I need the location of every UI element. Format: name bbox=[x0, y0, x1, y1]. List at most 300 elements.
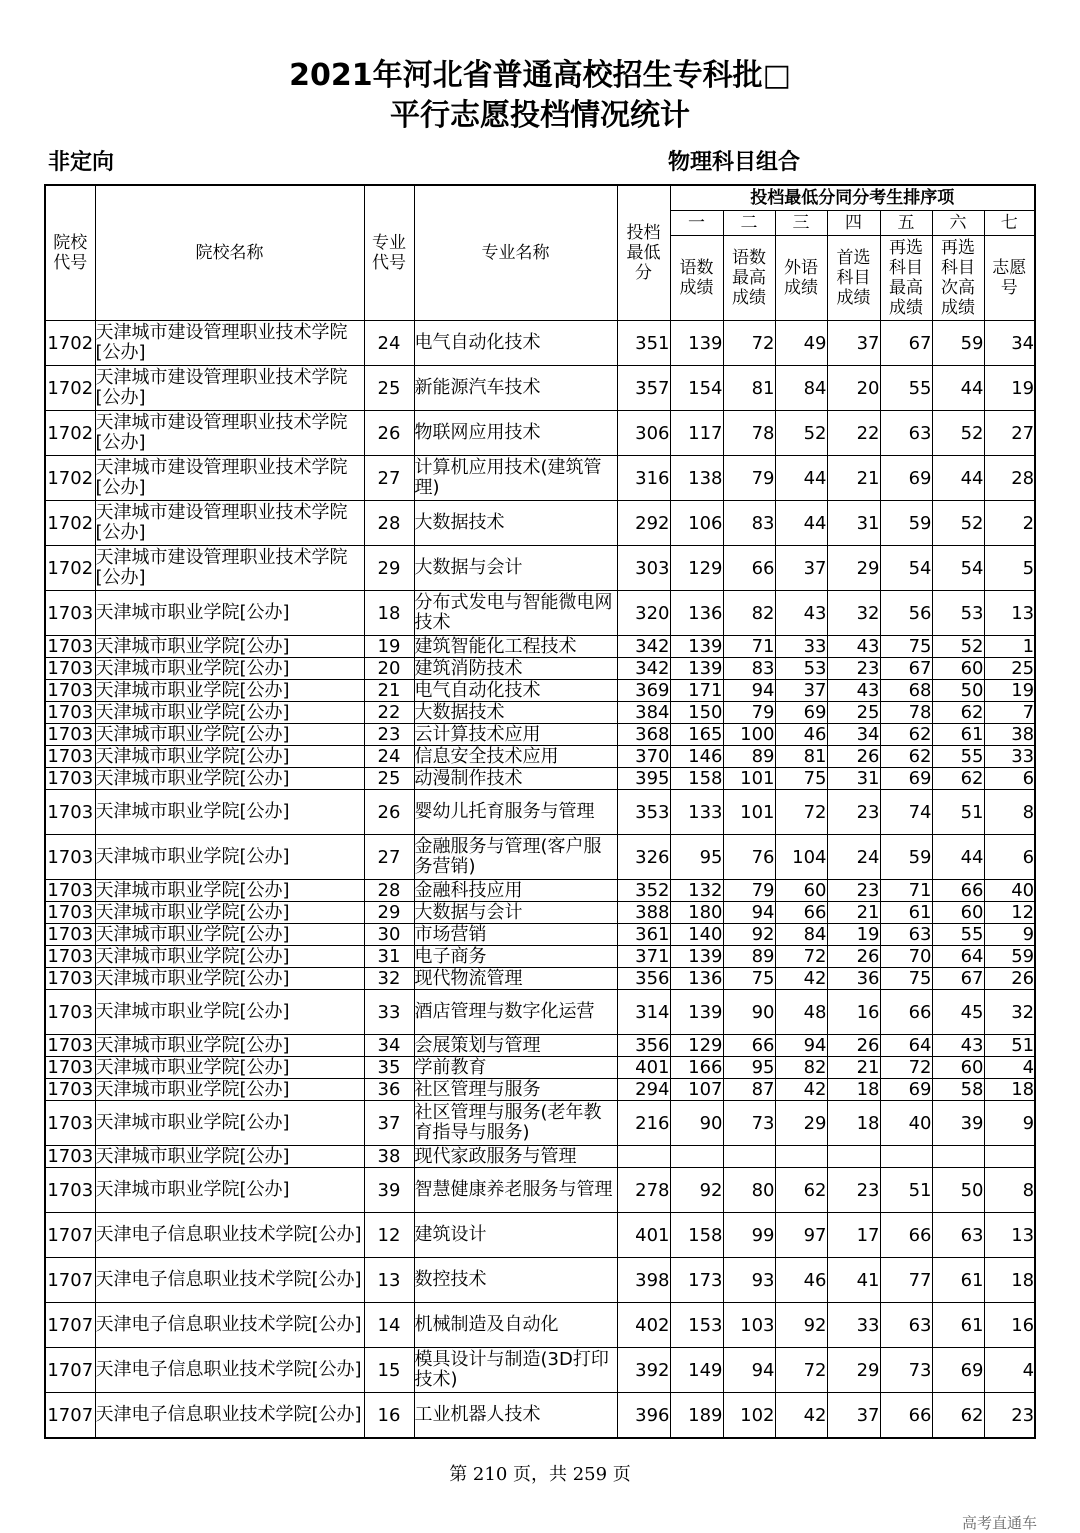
major-name-cell: 大数据技术 bbox=[414, 702, 617, 724]
header-sub-5: 再选科目最高成绩 bbox=[880, 236, 932, 321]
tiebreak-cell-2: 75 bbox=[723, 968, 775, 990]
table-row bbox=[45, 456, 1035, 501]
header-order-5: 五 bbox=[880, 211, 932, 236]
tiebreak-cell-7: 32 bbox=[984, 990, 1035, 1035]
tiebreak-cell-1: 107 bbox=[670, 1079, 723, 1101]
tiebreak-cell-6: 51 bbox=[932, 790, 984, 835]
tiebreak-cell-1: 106 bbox=[670, 501, 723, 546]
header-sub-6: 再选科目次高成绩 bbox=[932, 236, 984, 321]
tiebreak-cell-3: 72 bbox=[775, 946, 827, 968]
major-code-cell: 18 bbox=[364, 591, 414, 636]
page-title-line1: 2021年河北省普通高校招生专科批□ bbox=[289, 58, 791, 93]
tiebreak-cell-3: 37 bbox=[775, 680, 827, 702]
tiebreak-cell-1: 140 bbox=[670, 924, 723, 946]
tiebreak-cell-1: 173 bbox=[670, 1258, 723, 1303]
table-row bbox=[45, 591, 1035, 636]
school-code-cell: 1703 bbox=[45, 636, 95, 658]
tiebreak-cell-5: 63 bbox=[880, 924, 932, 946]
min-score-cell: 402 bbox=[617, 1303, 670, 1348]
min-score-cell: 342 bbox=[617, 636, 670, 658]
tiebreak-cell-3: 69 bbox=[775, 702, 827, 724]
tiebreak-cell-1: 139 bbox=[670, 946, 723, 968]
min-score-cell: 398 bbox=[617, 1258, 670, 1303]
tiebreak-cell-3: 62 bbox=[775, 1168, 827, 1213]
min-score-cell: 303 bbox=[617, 546, 670, 591]
tiebreak-cell-4: 33 bbox=[827, 1303, 880, 1348]
table-row bbox=[45, 924, 1035, 946]
school-code-cell: 1707 bbox=[45, 1303, 95, 1348]
major-name-cell: 工业机器人技术 bbox=[414, 1393, 617, 1439]
tiebreak-cell-5: 62 bbox=[880, 746, 932, 768]
tiebreak-cell-4: 26 bbox=[827, 746, 880, 768]
school-code-cell: 1702 bbox=[45, 366, 95, 411]
tiebreak-cell-7: 4 bbox=[984, 1057, 1035, 1079]
school-code-cell: 1703 bbox=[45, 680, 95, 702]
header-major-code: 专业代号 bbox=[364, 185, 414, 321]
header-school-name: 院校名称 bbox=[95, 185, 364, 321]
tiebreak-cell-1: 138 bbox=[670, 456, 723, 501]
tiebreak-cell-2: 92 bbox=[723, 924, 775, 946]
tiebreak-cell-5: 66 bbox=[880, 1393, 932, 1439]
tiebreak-cell-2: 89 bbox=[723, 746, 775, 768]
major-code-cell: 29 bbox=[364, 546, 414, 591]
tiebreak-cell-5: 40 bbox=[880, 1101, 932, 1146]
school-name-cell: 天津城市职业学院[公办] bbox=[95, 680, 364, 702]
major-code-cell: 38 bbox=[364, 1146, 414, 1168]
school-code-cell: 1703 bbox=[45, 1101, 95, 1146]
major-code-cell: 25 bbox=[364, 768, 414, 790]
school-name-cell: 天津电子信息职业技术学院[公办] bbox=[95, 1348, 364, 1393]
major-name-cell: 酒店管理与数字化运营 bbox=[414, 990, 617, 1035]
tiebreak-cell-2: 94 bbox=[723, 680, 775, 702]
major-name-cell: 市场营销 bbox=[414, 924, 617, 946]
tiebreak-cell-5: 71 bbox=[880, 880, 932, 902]
tiebreak-cell-5: 78 bbox=[880, 702, 932, 724]
school-name-cell: 天津城市建设管理职业技术学院[公办] bbox=[95, 366, 364, 411]
tiebreak-cell-7: 28 bbox=[984, 456, 1035, 501]
tiebreak-cell-2: 79 bbox=[723, 880, 775, 902]
tiebreak-cell-4: 21 bbox=[827, 1057, 880, 1079]
tiebreak-cell-6: 43 bbox=[932, 1035, 984, 1057]
header-major-name: 专业名称 bbox=[414, 185, 617, 321]
tiebreak-cell-2: 93 bbox=[723, 1258, 775, 1303]
tiebreak-cell-2: 80 bbox=[723, 1168, 775, 1213]
major-code-cell: 28 bbox=[364, 501, 414, 546]
school-name-cell: 天津城市职业学院[公办] bbox=[95, 946, 364, 968]
tiebreak-cell-6: 60 bbox=[932, 902, 984, 924]
tiebreak-cell-3: 94 bbox=[775, 1035, 827, 1057]
tiebreak-cell-7: 19 bbox=[984, 366, 1035, 411]
tiebreak-cell-3: 81 bbox=[775, 746, 827, 768]
tiebreak-cell-6: 52 bbox=[932, 636, 984, 658]
tiebreak-cell-2: 71 bbox=[723, 636, 775, 658]
tiebreak-cell-6: 44 bbox=[932, 835, 984, 880]
major-code-cell: 24 bbox=[364, 321, 414, 366]
school-code-cell: 1703 bbox=[45, 946, 95, 968]
major-code-cell: 13 bbox=[364, 1258, 414, 1303]
tiebreak-cell-6: 54 bbox=[932, 546, 984, 591]
tiebreak-cell-2: 73 bbox=[723, 1101, 775, 1146]
tiebreak-cell-3 bbox=[775, 1146, 827, 1168]
major-code-cell: 34 bbox=[364, 1035, 414, 1057]
header-sub-3: 外语成绩 bbox=[775, 236, 827, 321]
tiebreak-cell-6: 50 bbox=[932, 1168, 984, 1213]
school-name-cell: 天津城市建设管理职业技术学院[公办] bbox=[95, 411, 364, 456]
table-row bbox=[45, 1035, 1035, 1057]
school-code-cell: 1703 bbox=[45, 990, 95, 1035]
tiebreak-cell-6: 59 bbox=[932, 321, 984, 366]
tiebreak-cell-1: 90 bbox=[670, 1101, 723, 1146]
tiebreak-cell-1 bbox=[670, 1146, 723, 1168]
tiebreak-cell-1: 158 bbox=[670, 1213, 723, 1258]
tiebreak-cell-7: 13 bbox=[984, 1213, 1035, 1258]
school-name-cell: 天津城市职业学院[公办] bbox=[95, 658, 364, 680]
tiebreak-cell-4: 23 bbox=[827, 790, 880, 835]
tiebreak-cell-1: 92 bbox=[670, 1168, 723, 1213]
tiebreak-cell-4: 21 bbox=[827, 902, 880, 924]
min-score-cell: 392 bbox=[617, 1348, 670, 1393]
table-row bbox=[45, 1079, 1035, 1101]
major-name-cell: 模具设计与制造(3D打印技术) bbox=[414, 1348, 617, 1393]
tiebreak-cell-7 bbox=[984, 1146, 1035, 1168]
tiebreak-cell-6: 61 bbox=[932, 724, 984, 746]
tiebreak-cell-5: 67 bbox=[880, 658, 932, 680]
tiebreak-cell-7: 40 bbox=[984, 880, 1035, 902]
table-row bbox=[45, 835, 1035, 880]
major-name-cell: 社区管理与服务 bbox=[414, 1079, 617, 1101]
tiebreak-cell-6: 50 bbox=[932, 680, 984, 702]
major-name-cell: 建筑智能化工程技术 bbox=[414, 636, 617, 658]
tiebreak-cell-3: 42 bbox=[775, 968, 827, 990]
major-code-cell: 31 bbox=[364, 946, 414, 968]
tiebreak-cell-1: 146 bbox=[670, 746, 723, 768]
table-row bbox=[45, 746, 1035, 768]
tiebreak-cell-1: 139 bbox=[670, 321, 723, 366]
major-name-cell: 信息安全技术应用 bbox=[414, 746, 617, 768]
major-name-cell: 建筑消防技术 bbox=[414, 658, 617, 680]
min-score-cell: 294 bbox=[617, 1079, 670, 1101]
tiebreak-cell-6: 61 bbox=[932, 1303, 984, 1348]
major-code-cell: 32 bbox=[364, 968, 414, 990]
tiebreak-cell-2: 101 bbox=[723, 768, 775, 790]
min-score-cell: 356 bbox=[617, 968, 670, 990]
tiebreak-cell-5: 73 bbox=[880, 1348, 932, 1393]
tiebreak-cell-2: 99 bbox=[723, 1213, 775, 1258]
tiebreak-cell-4: 26 bbox=[827, 946, 880, 968]
tiebreak-cell-4: 23 bbox=[827, 658, 880, 680]
tiebreak-cell-6: 58 bbox=[932, 1079, 984, 1101]
school-name-cell: 天津城市职业学院[公办] bbox=[95, 835, 364, 880]
tiebreak-cell-7: 12 bbox=[984, 902, 1035, 924]
major-name-cell: 建筑设计 bbox=[414, 1213, 617, 1258]
min-score-cell: 370 bbox=[617, 746, 670, 768]
tiebreak-cell-5: 72 bbox=[880, 1057, 932, 1079]
tiebreak-cell-5: 67 bbox=[880, 321, 932, 366]
tiebreak-cell-6: 55 bbox=[932, 746, 984, 768]
header-school-code: 院校代号 bbox=[45, 185, 95, 321]
min-score-cell: 368 bbox=[617, 724, 670, 746]
tiebreak-cell-1: 189 bbox=[670, 1393, 723, 1439]
tiebreak-cell-4: 19 bbox=[827, 924, 880, 946]
table-row bbox=[45, 1057, 1035, 1079]
tiebreak-cell-7: 26 bbox=[984, 968, 1035, 990]
tiebreak-cell-4: 31 bbox=[827, 768, 880, 790]
tiebreak-cell-6: 45 bbox=[932, 990, 984, 1035]
tiebreak-cell-7: 8 bbox=[984, 790, 1035, 835]
tiebreak-cell-2: 81 bbox=[723, 366, 775, 411]
tiebreak-cell-6: 44 bbox=[932, 456, 984, 501]
major-name-cell: 分布式发电与智能微电网技术 bbox=[414, 591, 617, 636]
min-score-cell bbox=[617, 1146, 670, 1168]
tiebreak-cell-5: 63 bbox=[880, 1303, 932, 1348]
tiebreak-cell-2: 78 bbox=[723, 411, 775, 456]
school-name-cell: 天津城市职业学院[公办] bbox=[95, 636, 364, 658]
school-code-cell: 1703 bbox=[45, 1057, 95, 1079]
major-name-cell: 社区管理与服务(老年教育指导与服务) bbox=[414, 1101, 617, 1146]
tiebreak-cell-7: 6 bbox=[984, 835, 1035, 880]
tiebreak-cell-6: 67 bbox=[932, 968, 984, 990]
tiebreak-cell-5: 68 bbox=[880, 680, 932, 702]
tiebreak-cell-2: 72 bbox=[723, 321, 775, 366]
header-min-score: 投档最低分 bbox=[617, 185, 670, 321]
tiebreak-cell-5: 75 bbox=[880, 636, 932, 658]
tiebreak-cell-7: 6 bbox=[984, 768, 1035, 790]
tiebreak-cell-4: 29 bbox=[827, 1348, 880, 1393]
tiebreak-cell-1: 139 bbox=[670, 658, 723, 680]
tiebreak-cell-5: 64 bbox=[880, 1035, 932, 1057]
major-code-cell: 20 bbox=[364, 658, 414, 680]
tiebreak-cell-6: 60 bbox=[932, 1057, 984, 1079]
table-row bbox=[45, 366, 1035, 411]
school-code-cell: 1703 bbox=[45, 902, 95, 924]
major-name-cell: 智慧健康养老服务与管理 bbox=[414, 1168, 617, 1213]
min-score-cell: 369 bbox=[617, 680, 670, 702]
major-name-cell: 金融科技应用 bbox=[414, 880, 617, 902]
tiebreak-cell-6: 62 bbox=[932, 1393, 984, 1439]
major-code-cell: 37 bbox=[364, 1101, 414, 1146]
min-score-cell: 396 bbox=[617, 1393, 670, 1439]
tiebreak-cell-3: 37 bbox=[775, 546, 827, 591]
tiebreak-cell-3: 46 bbox=[775, 724, 827, 746]
tiebreak-cell-5: 56 bbox=[880, 591, 932, 636]
major-name-cell: 现代物流管理 bbox=[414, 968, 617, 990]
school-name-cell: 天津城市建设管理职业技术学院[公办] bbox=[95, 456, 364, 501]
major-name-cell: 新能源汽车技术 bbox=[414, 366, 617, 411]
table-row bbox=[45, 501, 1035, 546]
major-name-cell: 物联网应用技术 bbox=[414, 411, 617, 456]
tiebreak-cell-7: 25 bbox=[984, 658, 1035, 680]
major-code-cell: 36 bbox=[364, 1079, 414, 1101]
tiebreak-cell-5: 77 bbox=[880, 1258, 932, 1303]
tiebreak-cell-2: 76 bbox=[723, 835, 775, 880]
table-row bbox=[45, 321, 1035, 366]
tiebreak-cell-4: 16 bbox=[827, 990, 880, 1035]
tiebreak-cell-4: 43 bbox=[827, 680, 880, 702]
min-score-cell: 357 bbox=[617, 366, 670, 411]
tiebreak-cell-6 bbox=[932, 1146, 984, 1168]
min-score-cell: 216 bbox=[617, 1101, 670, 1146]
tiebreak-cell-3: 75 bbox=[775, 768, 827, 790]
tiebreak-cell-6: 44 bbox=[932, 366, 984, 411]
major-name-cell: 婴幼儿托育服务与管理 bbox=[414, 790, 617, 835]
school-code-cell: 1703 bbox=[45, 1079, 95, 1101]
tiebreak-cell-3: 66 bbox=[775, 902, 827, 924]
min-score-cell: 326 bbox=[617, 835, 670, 880]
major-name-cell: 机械制造及自动化 bbox=[414, 1303, 617, 1348]
major-name-cell: 电子商务 bbox=[414, 946, 617, 968]
tiebreak-cell-3: 46 bbox=[775, 1258, 827, 1303]
table-row bbox=[45, 1348, 1035, 1393]
major-name-cell: 动漫制作技术 bbox=[414, 768, 617, 790]
school-code-cell: 1703 bbox=[45, 835, 95, 880]
header-sub-7: 志愿号 bbox=[984, 236, 1035, 321]
tiebreak-cell-1: 150 bbox=[670, 702, 723, 724]
tiebreak-cell-1: 129 bbox=[670, 1035, 723, 1057]
tiebreak-cell-4: 23 bbox=[827, 880, 880, 902]
min-score-cell: 278 bbox=[617, 1168, 670, 1213]
tiebreak-cell-5: 62 bbox=[880, 724, 932, 746]
tiebreak-cell-5: 69 bbox=[880, 768, 932, 790]
school-code-cell: 1707 bbox=[45, 1213, 95, 1258]
tiebreak-cell-3: 104 bbox=[775, 835, 827, 880]
tiebreak-cell-3: 42 bbox=[775, 1079, 827, 1101]
table-row bbox=[45, 658, 1035, 680]
school-name-cell: 天津城市职业学院[公办] bbox=[95, 902, 364, 924]
major-name-cell: 现代家政服务与管理 bbox=[414, 1146, 617, 1168]
school-code-cell: 1707 bbox=[45, 1348, 95, 1393]
major-code-cell: 30 bbox=[364, 924, 414, 946]
table-row bbox=[45, 1393, 1035, 1439]
tiebreak-cell-2 bbox=[723, 1146, 775, 1168]
table-row bbox=[45, 768, 1035, 790]
tiebreak-cell-4: 37 bbox=[827, 321, 880, 366]
table-row bbox=[45, 880, 1035, 902]
header-order-4: 四 bbox=[827, 211, 880, 236]
header-tiebreak-group: 投档最低分同分考生排序项 bbox=[670, 185, 1035, 211]
tiebreak-cell-1: 129 bbox=[670, 546, 723, 591]
school-code-cell: 1703 bbox=[45, 924, 95, 946]
tiebreak-cell-3: 60 bbox=[775, 880, 827, 902]
tiebreak-cell-3: 84 bbox=[775, 924, 827, 946]
tiebreak-cell-5: 61 bbox=[880, 902, 932, 924]
tiebreak-cell-5: 63 bbox=[880, 411, 932, 456]
tiebreak-cell-3: 53 bbox=[775, 658, 827, 680]
min-score-cell: 356 bbox=[617, 1035, 670, 1057]
school-code-cell: 1703 bbox=[45, 1168, 95, 1213]
tiebreak-cell-7: 19 bbox=[984, 680, 1035, 702]
school-name-cell: 天津城市职业学院[公办] bbox=[95, 746, 364, 768]
tiebreak-cell-7: 59 bbox=[984, 946, 1035, 968]
table-row bbox=[45, 946, 1035, 968]
school-code-cell: 1703 bbox=[45, 768, 95, 790]
table-row bbox=[45, 1258, 1035, 1303]
tiebreak-cell-4: 32 bbox=[827, 591, 880, 636]
tiebreak-cell-6: 63 bbox=[932, 1213, 984, 1258]
tiebreak-cell-2: 82 bbox=[723, 591, 775, 636]
tiebreak-cell-6: 53 bbox=[932, 591, 984, 636]
tiebreak-cell-1: 136 bbox=[670, 968, 723, 990]
tiebreak-cell-1: 95 bbox=[670, 835, 723, 880]
tiebreak-cell-4: 25 bbox=[827, 702, 880, 724]
major-code-cell: 16 bbox=[364, 1393, 414, 1439]
school-name-cell: 天津城市职业学院[公办] bbox=[95, 1101, 364, 1146]
tiebreak-cell-1: 117 bbox=[670, 411, 723, 456]
tiebreak-cell-4: 34 bbox=[827, 724, 880, 746]
header-order-2: 二 bbox=[723, 211, 775, 236]
tiebreak-cell-7: 8 bbox=[984, 1168, 1035, 1213]
school-code-cell: 1702 bbox=[45, 546, 95, 591]
school-code-cell: 1702 bbox=[45, 321, 95, 366]
tiebreak-cell-2: 100 bbox=[723, 724, 775, 746]
tiebreak-cell-3: 84 bbox=[775, 366, 827, 411]
tiebreak-cell-6: 60 bbox=[932, 658, 984, 680]
tiebreak-cell-7: 51 bbox=[984, 1035, 1035, 1057]
tiebreak-cell-5: 55 bbox=[880, 366, 932, 411]
table-row bbox=[45, 902, 1035, 924]
school-name-cell: 天津城市职业学院[公办] bbox=[95, 924, 364, 946]
tiebreak-cell-3: 52 bbox=[775, 411, 827, 456]
tiebreak-cell-1: 139 bbox=[670, 990, 723, 1035]
school-name-cell: 天津城市建设管理职业技术学院[公办] bbox=[95, 501, 364, 546]
tiebreak-cell-3: 72 bbox=[775, 1348, 827, 1393]
tiebreak-cell-1: 165 bbox=[670, 724, 723, 746]
major-name-cell: 电气自动化技术 bbox=[414, 321, 617, 366]
school-name-cell: 天津城市职业学院[公办] bbox=[95, 591, 364, 636]
table-row bbox=[45, 1101, 1035, 1146]
tiebreak-cell-7: 27 bbox=[984, 411, 1035, 456]
major-code-cell: 27 bbox=[364, 835, 414, 880]
school-name-cell: 天津电子信息职业技术学院[公办] bbox=[95, 1303, 364, 1348]
header-order-6: 六 bbox=[932, 211, 984, 236]
tiebreak-cell-5: 54 bbox=[880, 546, 932, 591]
min-score-cell: 316 bbox=[617, 456, 670, 501]
tiebreak-cell-1: 171 bbox=[670, 680, 723, 702]
tiebreak-cell-4: 24 bbox=[827, 835, 880, 880]
major-code-cell: 22 bbox=[364, 702, 414, 724]
tiebreak-cell-5: 59 bbox=[880, 501, 932, 546]
header-sub-4: 首选科目成绩 bbox=[827, 236, 880, 321]
tiebreak-cell-4: 43 bbox=[827, 636, 880, 658]
admission-table bbox=[44, 184, 1036, 1439]
tiebreak-cell-6: 52 bbox=[932, 411, 984, 456]
tiebreak-cell-4: 22 bbox=[827, 411, 880, 456]
tiebreak-cell-4: 31 bbox=[827, 501, 880, 546]
school-code-cell: 1703 bbox=[45, 658, 95, 680]
tiebreak-cell-4: 17 bbox=[827, 1213, 880, 1258]
major-name-cell: 电气自动化技术 bbox=[414, 680, 617, 702]
school-code-cell: 1703 bbox=[45, 880, 95, 902]
header-order-1: 一 bbox=[670, 211, 723, 236]
tiebreak-cell-3: 44 bbox=[775, 501, 827, 546]
tiebreak-cell-1: 153 bbox=[670, 1303, 723, 1348]
tiebreak-cell-6: 55 bbox=[932, 924, 984, 946]
table-row bbox=[45, 724, 1035, 746]
major-code-cell: 29 bbox=[364, 902, 414, 924]
school-name-cell: 天津电子信息职业技术学院[公办] bbox=[95, 1258, 364, 1303]
school-name-cell: 天津城市建设管理职业技术学院[公办] bbox=[95, 321, 364, 366]
major-code-cell: 15 bbox=[364, 1348, 414, 1393]
major-code-cell: 35 bbox=[364, 1057, 414, 1079]
tiebreak-cell-4 bbox=[827, 1146, 880, 1168]
major-name-cell: 数控技术 bbox=[414, 1258, 617, 1303]
major-code-cell: 24 bbox=[364, 746, 414, 768]
major-code-cell: 27 bbox=[364, 456, 414, 501]
tiebreak-cell-3: 72 bbox=[775, 790, 827, 835]
tiebreak-cell-1: 166 bbox=[670, 1057, 723, 1079]
tiebreak-cell-6: 62 bbox=[932, 702, 984, 724]
header-order-7: 七 bbox=[984, 211, 1035, 236]
major-code-cell: 19 bbox=[364, 636, 414, 658]
